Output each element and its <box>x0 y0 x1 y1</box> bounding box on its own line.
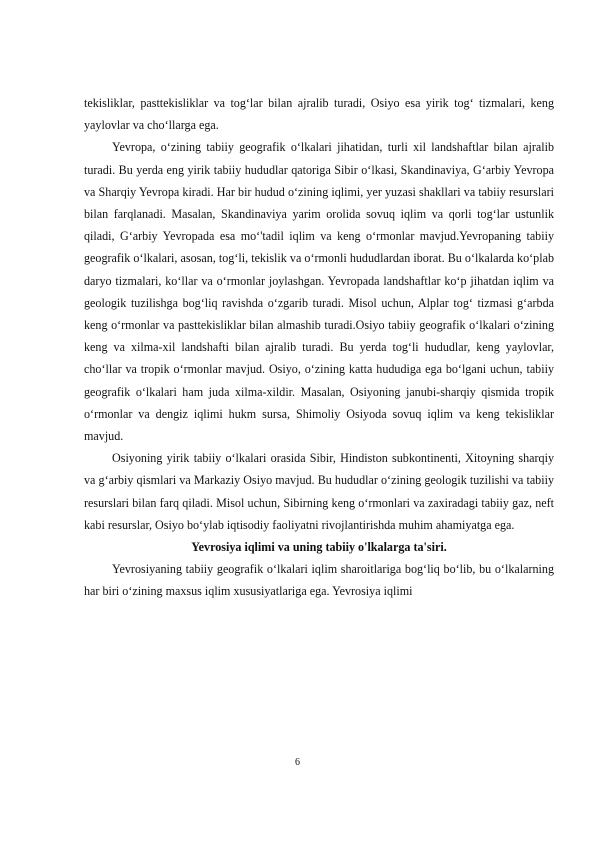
page-body <box>84 92 554 603</box>
paragraph-europe-landscapes: Yevropa, o‘zining tabiiy geografik o‘lkalari jihatidan, turli xil landshaftlar bilan ajralib turadi. Bu yerda eng yirik tabiiy hududlar qatoriga Sibir o‘lkasi, Skandinaviya, G‘arbiy Yevropa va Sharqiy Yevropa kiradi. Har bir hudud o‘zining iqlimi, yer yuzasi shakllari va tabiiy resurslari bilan farqlanadi. Masalan, Skandinaviya yarim orolida sovuq iqlim va qorli tog‘lar ustunlik qiladi, G‘arbiy Yevropada esa mo‘'tadil iqlim va keng o‘rmonlar mavjud.Yevropaning tabiiy geografik o‘lkalari, asosan, tog‘li, tekislik va o‘rmonli hududlardan iborat. Bu o‘lkalarda ko‘plab daryo tizmalari, ko‘llar va o‘rmonlar joylashgan. Yevropada landshaftlar ko‘p jihatdan iqlim va geologik tuzilishga bog‘liq ravishda o‘zgarib turadi. Misol uchun, Alplar tog‘ tizmasi g‘arbda keng o‘rmonlar va pasttekisliklar bilan almashib turadi.Osiyo tabiiy geografik o‘lkalari o‘zining keng va xilma-xil landshafti bilan ajralib turadi. Bu yerda tog‘li hududlar, keng yaylovlar, cho‘llar va tropik o‘rmonlar mavjud. Osiyo, o‘zining katta hududiga ega bo‘lgani uchun, tabiiy geografik o‘lkalari ham juda xilma-xildir. Masalan, Osiyoning janubi-sharqiy qismida tropik o‘rmonlar va dengiz iqlimi hukm sursa, Shimoliy Osiyoda sovuq iqlim va keng tekisliklar mavjud. <box>84 140 554 444</box>
page-number: 6 <box>295 757 300 768</box>
paragraph-asia-regions: Osiyoning yirik tabiiy o‘lkalari orasida Sibir, Hindiston subkontinenti, Xitoyning sharqiy va g‘arbiy qismlari va Markaziy Osiyo mavjud. Bu hududlar o‘zining geologik tuzilishi va tabiiy resurslari bilan farq qiladi. Misol uchun, Sibirning keng o‘rmonlari va zaxiradagi tabiiy gaz, neft kabi resurslar, Osiyo bo‘ylab iqtisodiy faoliyatni rivojlantirishda muhim ahamiyatga ega. <box>84 451 554 532</box>
section-heading: Yevrosiya iqlimi va uning tabiiy o'lkalarga ta'siri. <box>191 540 447 555</box>
paragraph-continuation: tekisliklar, pasttekisliklar va tog‘lar bilan ajralib turadi, Osiyo esa yirik tog‘ tizmalari, keng yaylovlar va cho‘llarga ega. <box>84 96 554 133</box>
paragraph-eurasia-climate: Yevrosiyaning tabiiy geografik o‘lkalari iqlim sharoitlariga bog‘liq bo‘lib, bu o‘lkalarning har biri o‘zining maxsus iqlim xususiyatlariga ega. Yevrosiya iqlimi <box>84 562 554 599</box>
